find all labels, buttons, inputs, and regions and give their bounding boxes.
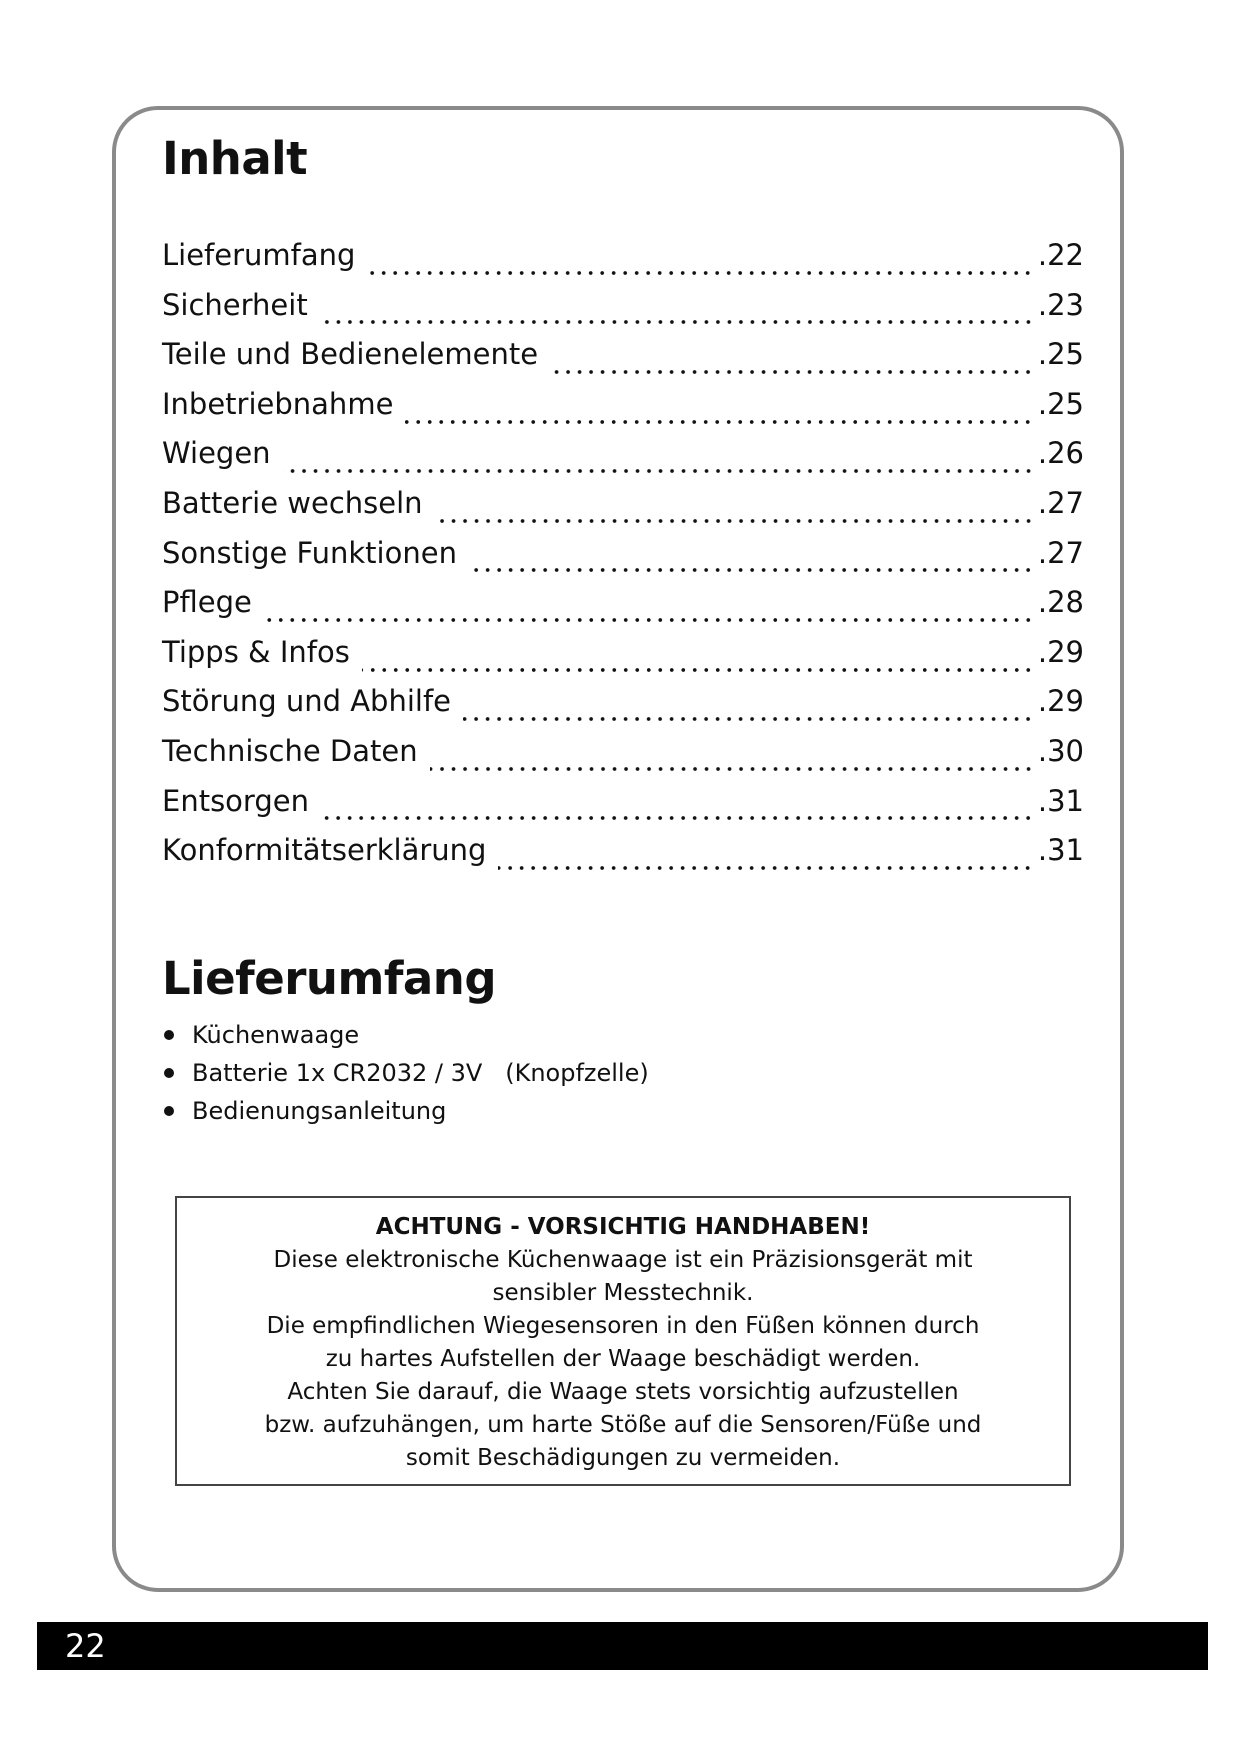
toc-entry-label: Sicherheit [162, 287, 308, 322]
toc-entry[interactable] [162, 833, 1084, 883]
toc-entry[interactable] [162, 436, 1084, 486]
bullet-icon [164, 1068, 174, 1078]
toc-leader-dots [321, 814, 1034, 822]
toc-entry-page: .27 [1037, 535, 1084, 570]
warning-line: Achten Sie darauf, die Waage stets vorsichtig aufzustellen [287, 1379, 959, 1405]
toc-entry-label: Pflege [162, 585, 252, 620]
toc-title: Inhalt [162, 132, 308, 185]
toc-entry-page: .29 [1037, 684, 1084, 719]
toc-entry-page: .26 [1037, 436, 1084, 471]
table-of-contents [162, 238, 1084, 883]
toc-entry-label: Technische Daten [162, 733, 418, 768]
list-item-text: Bedienungsanleitung [192, 1097, 447, 1125]
warning-line: sensibler Messtechnik. [492, 1280, 754, 1306]
toc-leader-dots [283, 467, 1034, 475]
toc-entry-label: Wiegen [162, 436, 271, 471]
toc-entry[interactable] [162, 536, 1084, 586]
toc-entry[interactable] [162, 387, 1084, 437]
toc-entry-page: .28 [1037, 585, 1084, 620]
toc-entry-label: Sonstige Funktionen [162, 535, 457, 570]
toc-entry[interactable] [162, 288, 1084, 338]
toc-leader-dots [320, 318, 1034, 326]
toc-entry-label: Lieferumfang [162, 238, 356, 272]
toc-entry[interactable] [162, 486, 1084, 536]
toc-entry-page: .25 [1037, 337, 1084, 372]
page-number: 22 [65, 1627, 106, 1665]
toc-leader-dots [367, 269, 1033, 277]
toc-entry-page: .23 [1037, 287, 1084, 322]
list-item [162, 1092, 649, 1130]
toc-leader-dots [405, 418, 1033, 426]
warning-line: Die empfindlichen Wiegesensoren in den Füßen können durch [266, 1313, 980, 1339]
toc-entry-label: Teile und Bedienelemente [162, 337, 539, 372]
warning-title: ACHTUNG - VORSICHTIG HANDHABEN! [375, 1214, 871, 1240]
warning-line: bzw. aufzuhängen, um harte Stöße auf die Sensoren/Füße und [264, 1412, 982, 1438]
toc-entry[interactable] [162, 684, 1084, 734]
toc-entry-label: Batterie wechseln [162, 485, 423, 520]
list-item-text: Batterie 1x CR2032 / 3V (Knopfzelle) [192, 1059, 649, 1087]
toc-entry-label: Entsorgen [162, 783, 309, 818]
toc-entry-label: Konformitätserklärung [162, 833, 487, 868]
warning-box [175, 1196, 1071, 1486]
toc-entry-page: .25 [1037, 386, 1084, 421]
toc-entry-label: Inbetriebnahme [162, 386, 394, 421]
toc-entry[interactable] [162, 238, 1084, 288]
toc-leader-dots [550, 368, 1034, 376]
toc-entry-page: .31 [1037, 833, 1084, 868]
toc-leader-dots [430, 765, 1034, 773]
toc-entry-page: .29 [1037, 634, 1084, 669]
toc-leader-dots [264, 616, 1034, 624]
warning-line: zu hartes Aufstellen der Waage beschädigt werden. [325, 1346, 921, 1372]
toc-entry[interactable] [162, 734, 1084, 784]
list-item [162, 1016, 649, 1054]
toc-leader-dots [463, 715, 1034, 723]
list-item-text: Küchenwaage [192, 1021, 360, 1049]
toc-leader-dots [435, 517, 1034, 525]
toc-entry[interactable] [162, 635, 1084, 685]
list-item [162, 1054, 649, 1092]
toc-entry-page: .30 [1037, 733, 1084, 768]
toc-entry-label: Störung und Abhilfe [162, 684, 452, 719]
page-footer-bar [37, 1622, 1208, 1670]
bullet-icon [164, 1106, 174, 1116]
toc-leader-dots [362, 666, 1034, 674]
toc-entry-page: .22 [1037, 238, 1084, 272]
warning-line: Diese elektronische Küchenwaage ist ein Präzisionsgerät mit [273, 1247, 973, 1273]
toc-leader-dots [469, 566, 1034, 574]
toc-leader-dots [498, 864, 1033, 872]
toc-entry-page: .27 [1037, 485, 1084, 520]
bullet-icon [164, 1030, 174, 1040]
lieferumfang-title: Lieferumfang [162, 952, 497, 1005]
toc-entry-page: .31 [1037, 783, 1084, 818]
lieferumfang-list [162, 1016, 649, 1130]
toc-entry[interactable] [162, 337, 1084, 387]
warning-line: somit Beschädigungen zu vermeiden. [405, 1445, 841, 1471]
toc-entry[interactable] [162, 585, 1084, 635]
toc-entry[interactable] [162, 784, 1084, 834]
toc-entry-label: Tipps & Infos [162, 634, 350, 669]
